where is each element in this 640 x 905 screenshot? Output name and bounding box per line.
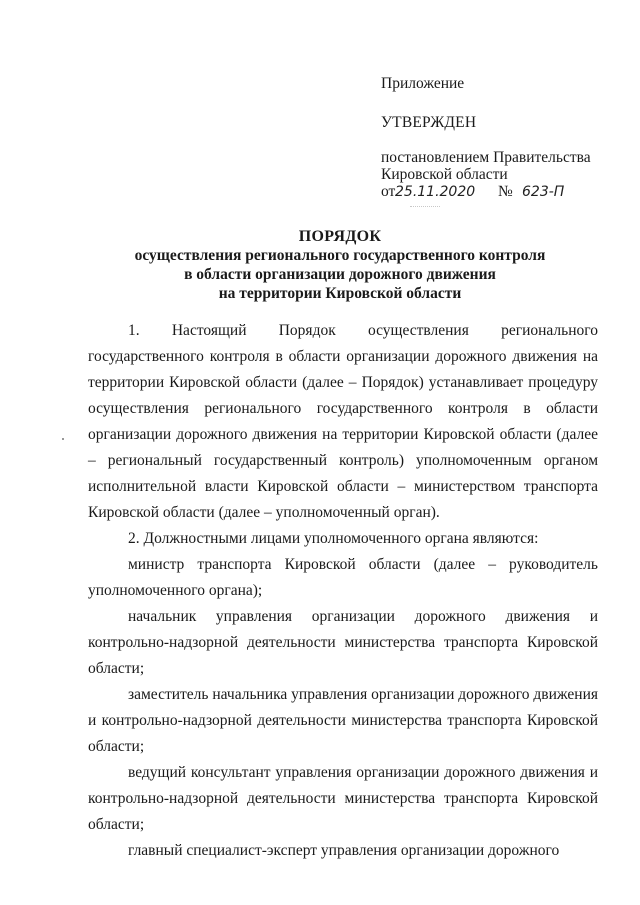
paragraph-4: начальник управления организации дорожного движения и контрольно-надзорной деятельности министерства транспорта Кировской области; xyxy=(88,608,598,677)
paragraph-3: министр транспорта Кировской области (далее – руководитель уполномоченного органа); xyxy=(88,556,598,599)
appendix-label: Приложение xyxy=(381,75,465,92)
approval-block xyxy=(381,75,621,203)
paragraph-2: 2. Должностными лицами уполномоченного органа являются: xyxy=(128,530,539,547)
region-label: Кировской области xyxy=(381,166,508,183)
document-title: ПОРЯДОК xyxy=(298,228,382,245)
heading-line-2: в области организации дорожного движения xyxy=(184,266,496,283)
paragraph-7: главный специалист-эксперт управления организации дорожного xyxy=(128,842,560,859)
margin-dot xyxy=(62,438,64,440)
heading-line-3: на территории Кировской области xyxy=(218,285,462,302)
faint-scan-mark xyxy=(410,206,440,211)
paragraph-1: 1. Настоящий Порядок осуществления регионального государственного контроля в области организации дорожного движения на территории Кировской области (далее – Порядок) устанавливает процедуру осуществления регионального государственного контроля в области организации дорожного движения на территории Кировской области (далее – региональный государственный контроль) уполномоченным органом исполнительной власти Кировской области – министерством транспорта Кировской области (далее – уполномоченный орган). xyxy=(88,322,598,521)
decree-date-handwritten: 25.11.2020 xyxy=(395,184,476,200)
document-body xyxy=(88,318,598,864)
paragraph-5: заместитель начальника управления организации дорожного движения и контрольно-надзорной деятельности министерства транспорта Кировской области; xyxy=(88,686,598,755)
document-heading xyxy=(60,227,620,303)
decree-label: постановлением Правительства xyxy=(381,149,591,166)
number-label: № xyxy=(498,183,513,200)
approved-label: УТВЕРЖДЕН xyxy=(381,114,477,131)
paragraph-6: ведущий консультант управления организации дорожного движения и контрольно-надзорной деятельности министерства транспорта Кировской области; xyxy=(88,764,598,833)
heading-line-1: осуществления регионального государственного контроля xyxy=(134,247,546,264)
decree-number-handwritten: 623-П xyxy=(522,184,565,200)
decree-date-number-row xyxy=(381,183,621,203)
from-label: от xyxy=(381,183,396,200)
